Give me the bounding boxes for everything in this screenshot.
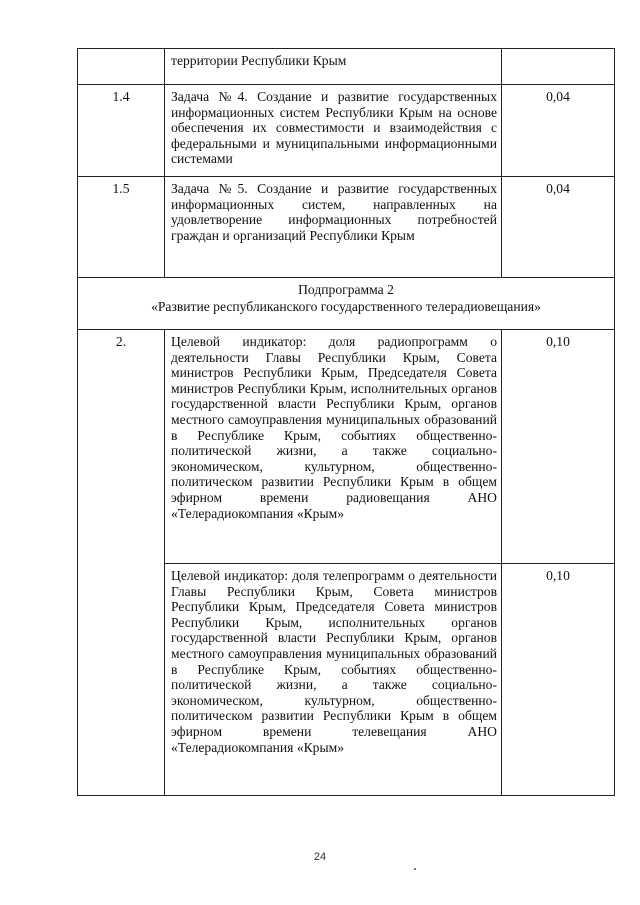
row-value: 0,04 [502, 85, 615, 177]
row-number: 1.5 [78, 177, 165, 278]
row-text: Задача №4. Создание и развитие государственных информационных систем Республики Крым на основе обеспечения их совместимости и взаимодействия с федеральными и муниципальными информационными системами [165, 85, 502, 177]
row-value [502, 49, 615, 85]
row-text: Задача №5. Создание и развитие государственных информационных систем, направленных на удовлетворение информационных потребностей граждан и организаций Республики Крым [165, 177, 502, 278]
subprogram-header [78, 278, 615, 330]
row-value: 0,10 [502, 330, 615, 564]
page-number: 24 [313, 851, 327, 863]
row-value: 0,04 [502, 177, 615, 278]
subprogram-name: «Развитие республиканского государственного телерадиовещания» [151, 299, 541, 314]
row-value: 0,10 [502, 564, 615, 796]
table-row [78, 85, 615, 177]
row-text: территории Республики Крым [165, 49, 502, 85]
table-row [78, 49, 615, 85]
scan-speck [414, 868, 416, 870]
row-number: 2. [78, 330, 165, 796]
row-number: 1.4 [78, 85, 165, 177]
subprogram-title: Подпрограмма 2 [298, 282, 394, 297]
subprogram-header-row [78, 278, 615, 330]
table-row [78, 330, 615, 564]
table-row [78, 177, 615, 278]
indicators-table [77, 48, 615, 796]
row-number [78, 49, 165, 85]
row-text: Целевой индикатор: доля радиопрограмм о деятельности Главы Республики Крым, Совета министров Республики Крым, Председателя Совета министров Республики Крым, исполнительных органов государственной власти Республики Крым, органов местного самоуправления муниципальных образований в Республике Крым, событиях общественно-политической жизни, а также социально-экономическом, культурном, общественно-политическом развитии Республики Крым в общем эфирном времени радиовещания АНО «Телерадиокомпания «Крым» [165, 330, 502, 564]
row-text: Целевой индикатор: доля телепрограмм о деятельности Главы Республики Крым, Совета министров Республики Крым, Председателя Совета министров Республики Крым, исполнительных органов государственной власти Республики Крым, органов местного самоуправления муниципальных образований в Республике Крым, событиях общественно-политической жизни, а также социально-экономическом, культурном, общественно-политическом развитии Республики Крым в общем эфирном времени телевещания АНО «Телерадиокомпания «Крым» [165, 564, 502, 796]
